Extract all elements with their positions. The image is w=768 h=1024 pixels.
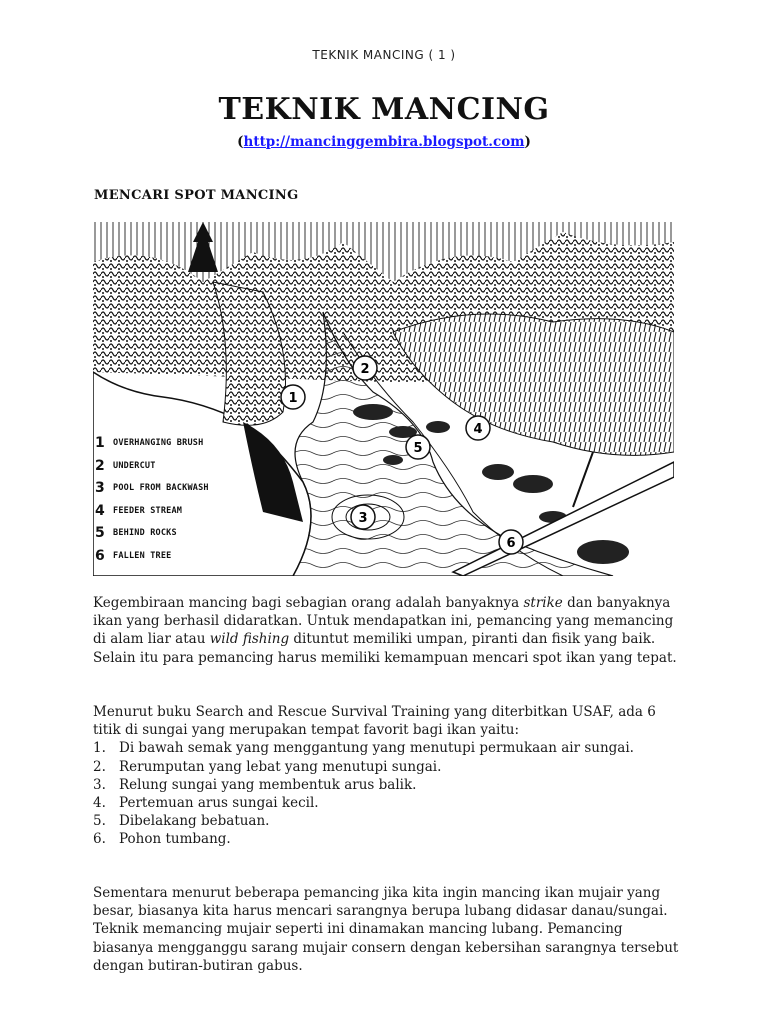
emphasis-strike: strike bbox=[523, 595, 563, 611]
legend-label: OVERHANGING BRUSH bbox=[113, 438, 204, 449]
legend-item bbox=[95, 432, 245, 455]
figure-legend bbox=[95, 432, 245, 567]
paragraph-spots bbox=[93, 703, 683, 849]
legend-item bbox=[95, 545, 245, 568]
running-header: TEKNIK MANCING ( 1 ) bbox=[312, 48, 456, 62]
marker-5-label: 5 bbox=[413, 441, 423, 456]
text-run: Kegembiraan mancing bagi sebagian orang adalah banyaknya bbox=[93, 595, 524, 611]
legend-item bbox=[95, 500, 245, 523]
source-link[interactable]: http://mancinggembira.blogspot.com bbox=[243, 134, 525, 150]
source-open-paren: ( bbox=[237, 134, 244, 150]
list-item bbox=[93, 739, 683, 757]
legend-number: 4 bbox=[95, 502, 105, 519]
emphasis-wild-fishing: wild fishing bbox=[209, 631, 290, 648]
source-line bbox=[0, 134, 768, 150]
marker-1-label: 1 bbox=[288, 391, 298, 406]
legend-label: FALLEN TREE bbox=[113, 550, 172, 561]
section-heading: MENCARI SPOT MANCING bbox=[94, 188, 299, 203]
legend-number: 3 bbox=[95, 480, 105, 497]
legend-number: 2 bbox=[95, 457, 105, 474]
marker-6 bbox=[499, 530, 523, 554]
paragraph-mujair bbox=[93, 884, 683, 975]
list-text: Pohon tumbang. bbox=[119, 831, 231, 848]
marker-1 bbox=[281, 385, 305, 409]
legend-item bbox=[95, 522, 245, 545]
legend-label: UNDERCUT bbox=[113, 460, 156, 471]
spots-list bbox=[93, 739, 683, 848]
list-number: 4. bbox=[93, 795, 106, 812]
marker-3 bbox=[351, 505, 375, 529]
text-run: dan banyaknya ikan yang berhasil didaratkan. Untuk mendapatkan ini, pemancing yang memancing di alam liar atau bbox=[93, 595, 674, 648]
list-number: 2. bbox=[93, 758, 106, 775]
legend-number: 6 bbox=[95, 547, 105, 564]
legend-number: 1 bbox=[95, 435, 105, 452]
list-number: 3. bbox=[93, 776, 106, 793]
list-text: Di bawah semak yang menggantung yang menutupi permukaan air sungai. bbox=[119, 740, 634, 757]
legend-item bbox=[95, 477, 245, 500]
list-number: 6. bbox=[93, 831, 106, 848]
marker-4-label: 4 bbox=[473, 422, 483, 437]
list-item bbox=[93, 758, 683, 776]
list-text: Relung sungai yang membentuk arus balik. bbox=[119, 776, 417, 793]
page-title: TEKNIK MANCING bbox=[218, 92, 550, 127]
list-number: 1. bbox=[93, 740, 106, 757]
list-number: 5. bbox=[93, 813, 106, 830]
text-run: dituntut memiliki umpan, piranti dan fisik yang baik. Selain itu para pemancing harus memiliki kemampuan mencari spot ikan yang tepat. bbox=[93, 631, 677, 666]
legend-label: POOL FROM BACKWASH bbox=[113, 483, 209, 494]
paragraph-intro-text bbox=[93, 594, 683, 667]
legend-item bbox=[95, 455, 245, 478]
legend-number: 5 bbox=[95, 525, 105, 542]
paragraph-mujair-text: Sementara menurut beberapa pemancing jika kita ingin mancing ikan mujair yang besar, biasanya kita harus mencari sarangnya berupa lubang didasar danau/sungai. Teknik memancing mujair seperti ini dinamakan mancing lubang. Pemancing biasanya mengganggu sarang mujair consern dengan kebersihan sarangnya tersebut dengan butiran-butiran gabus. bbox=[93, 885, 679, 974]
list-item bbox=[93, 794, 683, 812]
marker-5 bbox=[406, 435, 430, 459]
marker-2-label: 2 bbox=[360, 362, 370, 377]
list-text: Pertemuan arus sungai kecil. bbox=[119, 795, 319, 812]
marker-3-label: 3 bbox=[358, 511, 368, 526]
source-close-paren: ) bbox=[524, 134, 531, 150]
marker-6-label: 6 bbox=[506, 536, 516, 551]
marker-2 bbox=[353, 356, 377, 380]
river-illustration bbox=[93, 222, 674, 576]
list-item bbox=[93, 776, 683, 794]
legend-label: BEHIND ROCKS bbox=[113, 528, 177, 539]
list-text: Rerumputan yang lebat yang menutupi sungai. bbox=[119, 758, 442, 775]
list-text: Dibelakang bebatuan. bbox=[119, 813, 270, 830]
paragraph-intro bbox=[93, 594, 683, 667]
list-item bbox=[93, 812, 683, 830]
paragraph-spots-intro: Menurut buku Search and Rescue Survival Training yang diterbitkan USAF, ada 6 titik di sungai yang merupakan tempat favorit bagi ikan yaitu: bbox=[93, 704, 656, 739]
legend-label: FEEDER STREAM bbox=[113, 505, 183, 516]
list-item bbox=[93, 830, 683, 848]
marker-4 bbox=[466, 416, 490, 440]
